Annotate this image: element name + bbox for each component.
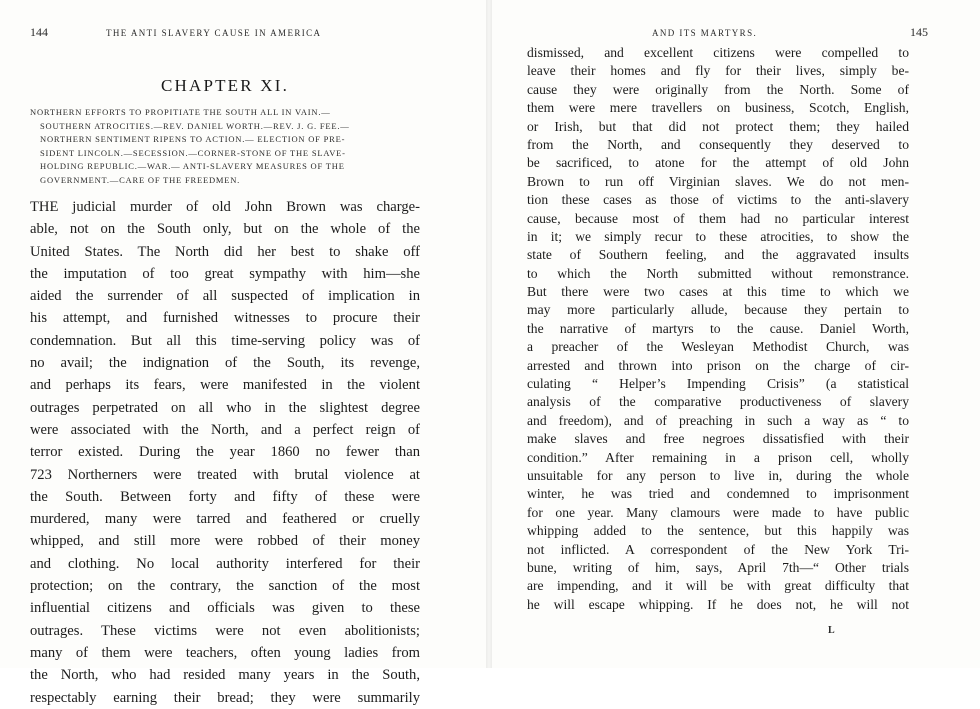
summary-line: GOVERNMENT.—CARE OF THE FREEDMEN. [40,174,241,185]
text-line: United States. The North did her best to shake off [30,243,420,260]
text-line: dismissed, and excellent citizens were compelled to [527,45,909,60]
text-line: THE judicial murder of old John Brown was charge- [30,199,420,215]
text-line: not inflicted. A correspondent of the New York Tri- [527,541,909,557]
summary-line: NORTHERN EFFORTS TO PROPITIATE THE SOUTH ALL IN VAIN.— [30,107,331,117]
text-line: were associated with the North, and a perfect reign of [30,421,420,438]
text-line: 723 Northerners were treated with brutal violence at [30,466,420,483]
summary-line: SOUTHERN ATROCITIES.—REV. DANIEL WORTH.—REV. J. G. FEE.— [40,120,350,131]
text-line: cause, because most of them had no particular interest [527,210,909,226]
right-page [492,0,980,668]
text-line: and perhaps its fears, were manifested in the violent [30,377,420,394]
chapter-summary [30,106,418,188]
text-line: for one year. Many clamours were made to have public [527,504,909,520]
text-line: outrages perpetrated on all who in the slightest degree [30,399,420,416]
text-line: Brown to run off Virginian slaves. We do not men- [527,173,909,189]
text-line: be sacrificed, to atone for the attempt of old John [527,155,909,171]
text-line: culating “ Helper’s Impending Crisis” (a statistical [527,376,909,392]
summary-line: SIDENT LINCOLN.—SECESSION.—CORNER-STONE OF THE SLAVE- [40,147,346,158]
text-line: outrages. These victims were not even abolitionists; [30,622,420,639]
text-line: murdered, many were tarred and feathered or cruelly [30,511,420,528]
text-line: tion these cases as those of victims to the anti-slavery [527,192,909,208]
left-body-text [30,196,420,709]
left-page [0,0,486,706]
text-line: and freedom), and of preaching in such a way as “ to [527,412,909,428]
text-line: the narrative of martyrs to the cause. Daniel Worth, [527,320,909,336]
text-line: unsuitable for any person to live in, during the whole [527,467,909,483]
text-line: and clothing. No local authority interfered for their [30,555,420,572]
text-line: able, not on the South only, but on the whole of the [30,221,420,238]
text-line: respectably earning their bread; they were summarily [30,689,420,706]
text-line: terror existed. During the year 1860 no fewer than [30,444,420,461]
text-line: cause they were originally from the North. Some of [527,81,909,97]
text-line: to which the North submitted without remonstrance. [527,265,909,281]
text-line: many of them were teachers, often young ladies from [30,644,420,661]
text-line: the South. Between forty and fifty of these were [30,488,420,505]
text-line: or Irish, but that did not protect them; they hailed [527,118,909,134]
text-line: them were mere travellers on business, Scotch, English, [527,100,909,116]
text-line: analysis of the comparative productiveness of slavery [527,394,909,410]
text-line: whipped, and still more were robbed of their money [30,533,420,550]
text-line: a preacher of the Wesleyan Methodist Church, was [527,339,909,355]
text-line: are impending, and it will be with great difficulty that [527,578,909,594]
text-line: influential citizens and officials was given to these [30,600,420,617]
text-line: make slaves and free negroes dissatisfied with their [527,431,909,447]
right-body-text [527,44,909,614]
summary-line: HOLDING REPUBLIC.—WAR.— ANTI-SLAVERY MEASURES OF THE [40,161,345,172]
text-line: his attempt, and furnished witnesses to procure their [30,310,420,327]
summary-line: NORTHERN SENTIMENT RIPENS TO ACTION.— ELECTION OF PRE- [40,134,346,145]
text-line: aided the surrender of all suspected of implication in [30,288,420,305]
right-page-number: 145 [910,25,928,39]
text-line: from the North, and consequently they deserved to [527,136,909,152]
text-line: protection; on the contrary, the sanction of the most [30,578,420,595]
text-line: the North, who had resided many years in the South, [30,667,420,684]
text-line: may more particularly allude, because they pertain to [527,302,909,318]
left-page-number: 144 [30,25,48,39]
chapter-title: CHAPTER XI. [160,76,290,95]
text-line: condemnation. But all this time-serving policy was of [30,332,420,349]
text-line: he will escape whipping. If he does not, he will not [527,596,909,612]
text-line: winter, he was tried and condemned to imprisonment [527,486,909,502]
text-line: bune, writing of him, says, April 7th—“ Other trials [527,559,909,575]
text-line: whipping added to the sentence, but this happily was [527,523,909,539]
text-line: state of Southern feeling, and the aggravated insults [527,247,909,263]
left-running-head: THE ANTI SLAVERY CAUSE IN AMERICA [106,28,322,38]
right-running-head: AND ITS MARTYRS. [652,28,758,38]
text-line: no avail; the indignation of the South, its revenge, [30,355,420,372]
text-line: in it; we simply recur to these atrocities, to show the [527,228,909,244]
text-line: arrested and thrown into prison on the charge of cir- [527,357,909,373]
signature-mark: L [828,625,835,636]
text-line: But there were two cases at this time to which we [527,284,909,300]
text-line: leave their homes and fly for their lives, simply be- [527,63,909,79]
text-line: the imputation of too great sympathy with him—she [30,265,420,282]
text-line: condition.” After remaining in a prison cell, wholly [527,449,909,465]
